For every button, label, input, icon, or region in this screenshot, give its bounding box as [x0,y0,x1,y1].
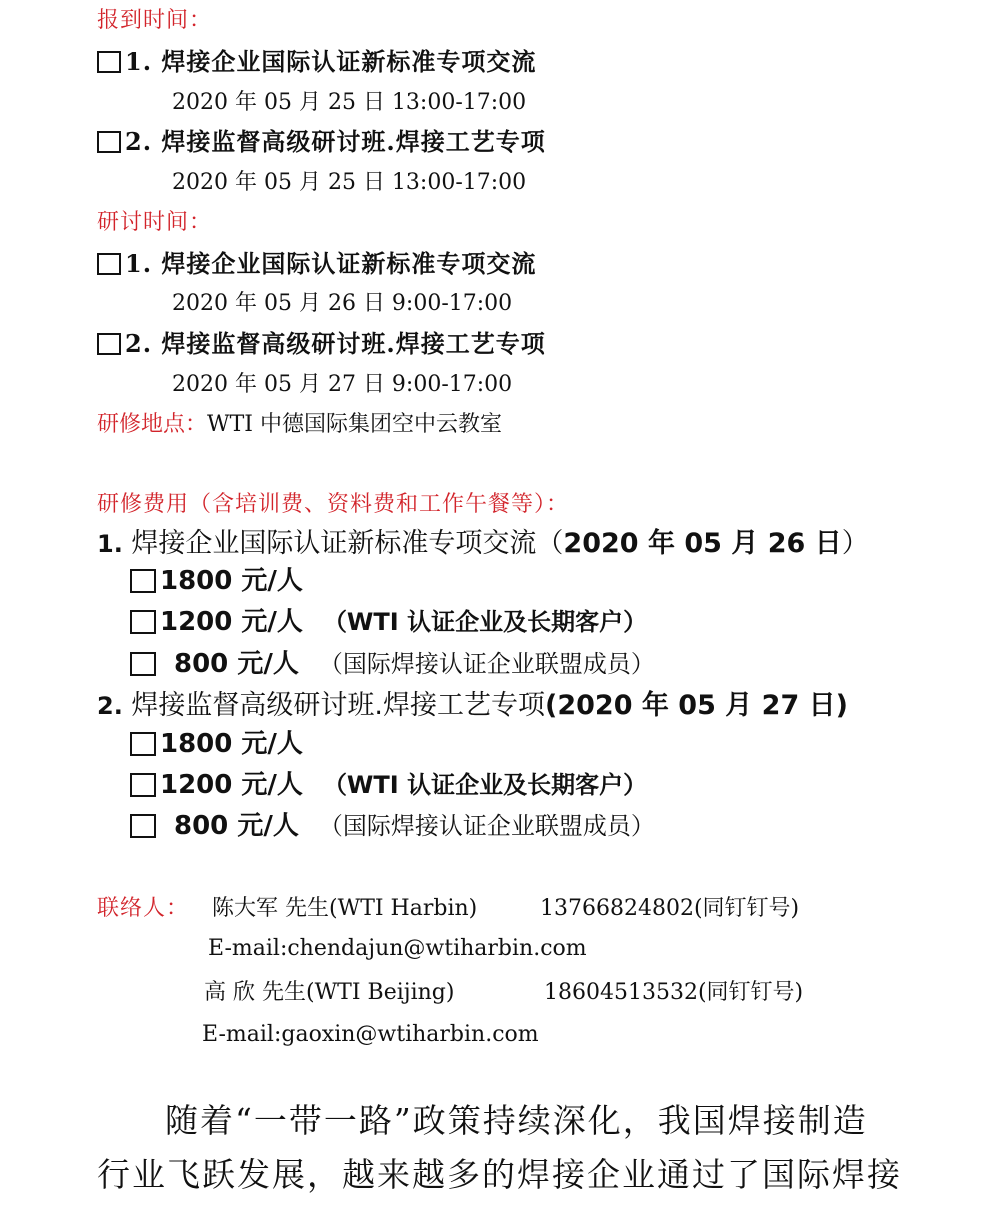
seminar-item-1-label: 1. 焊接企业国际认证新标准专项交流 [125,249,537,278]
seminar-item-1-time: 2020 年 05 月 26 日 9:00-17:00 [172,291,513,316]
registration-checkbox-1[interactable] [97,51,121,73]
seminar-checkbox-1[interactable] [97,253,121,275]
seminar-item-2-label: 2. 焊接监督高级研讨班.焊接工艺专项 [125,329,546,358]
fee-1-option-3-note: （国际焊接认证企业联盟成员） [318,650,655,678]
registration-item-2-time: 2020 年 05 月 25 日 13:00-17:00 [172,170,527,195]
fee-2-option-1 [130,730,303,760]
seminar-item-1 [97,250,536,278]
fee-section-2-number: 2. [97,692,123,720]
fee-1-option-1-unit: 元/人 [232,566,303,596]
contact-2-name: 高 欣 先生(WTI Beijing) [204,980,455,1005]
registration-item-1-time: 2020 年 05 月 25 日 13:00-17:00 [172,90,527,115]
fee-section-1-title [97,528,869,559]
contacts-label: 联络人： [97,896,190,921]
fee-section-1-name: 焊接企业国际认证新标准专项交流（ [122,528,564,559]
fee-section-1-close: ） [841,528,869,559]
fee-1-option-2 [130,608,647,638]
seminar-heading: 研讨时间： [97,210,213,235]
intro-paragraph-line-1: 随着“一带一路”政策持续深化，我国焊接制造 [165,1101,868,1140]
fee-section-2-name: 焊接监督高级研讨班.焊接工艺专项 [122,690,545,721]
fee-2-option-2-unit: 元/人 [232,770,303,800]
registration-item-1 [97,48,536,76]
fee-section-2-date: (2020 年 05 月 27 日) [545,690,848,721]
fee-1-option-1-checkbox[interactable] [130,569,156,593]
contact-1-phone: 13766824802(同钉钉号) [540,896,800,921]
fee-1-option-2-amount: 1200 [160,607,233,637]
fee-1-option-3-checkbox[interactable] [130,652,156,676]
intro-paragraph-line-2: 行业飞跃发展，越来越多的焊接企业通过了国际焊接 [97,1155,902,1194]
fees-heading: 研修费用（含培训费、资料费和工作午餐等）： [97,492,570,517]
fee-2-option-3-note: （国际焊接认证企业联盟成员） [318,812,655,840]
fee-2-option-2-note: （WTI 认证企业及长期客户） [322,771,648,799]
location-value: WTI 中德国际集团空中云教室 [207,412,502,437]
fee-2-option-3-amount: 800 [174,811,229,841]
fee-1-option-2-note: （WTI 认证企业及长期客户） [322,608,648,636]
fee-1-option-1-amount: 1800 [160,566,233,596]
seminar-item-2 [97,330,546,358]
fee-2-option-3-unit: 元/人 [228,811,299,841]
fee-1-option-1 [130,567,303,597]
fee-2-option-2 [130,771,647,801]
fee-2-option-2-amount: 1200 [160,770,233,800]
registration-heading: 报到时间： [97,8,213,33]
location-label: 研修地点： [97,412,208,437]
contact-1-name: 陈大军 先生(WTI Harbin) [212,896,478,921]
fee-2-option-1-checkbox[interactable] [130,732,156,756]
contact-2-phone: 18604513532(同钉钉号) [544,980,804,1005]
contact-1-email[interactable]: E-mail:chendajun@wtiharbin.com [208,936,587,961]
registration-item-1-label: 1. 焊接企业国际认证新标准专项交流 [125,47,537,76]
fee-section-2-title [97,690,848,721]
fee-1-option-3-unit: 元/人 [228,649,299,679]
seminar-item-2-time: 2020 年 05 月 27 日 9:00-17:00 [172,372,513,397]
fee-1-option-2-checkbox[interactable] [130,610,156,634]
fee-1-option-3-amount: 800 [174,649,229,679]
fee-section-1-number: 1. [97,530,123,558]
seminar-checkbox-2[interactable] [97,333,121,355]
fee-2-option-3 [130,812,655,842]
contact-2-email[interactable]: E-mail:gaoxin@wtiharbin.com [202,1022,539,1047]
fee-2-option-1-unit: 元/人 [232,729,303,759]
registration-item-2 [97,128,546,156]
location [97,412,502,437]
registration-checkbox-2[interactable] [97,131,121,153]
fee-2-option-3-checkbox[interactable] [130,814,156,838]
fee-2-option-2-checkbox[interactable] [130,773,156,797]
fee-2-option-1-amount: 1800 [160,729,233,759]
fee-1-option-3 [130,650,655,680]
fee-section-1-date: 2020 年 05 月 26 日 [563,528,842,559]
fee-1-option-2-unit: 元/人 [232,607,303,637]
registration-item-2-label: 2. 焊接监督高级研讨班.焊接工艺专项 [125,127,546,156]
